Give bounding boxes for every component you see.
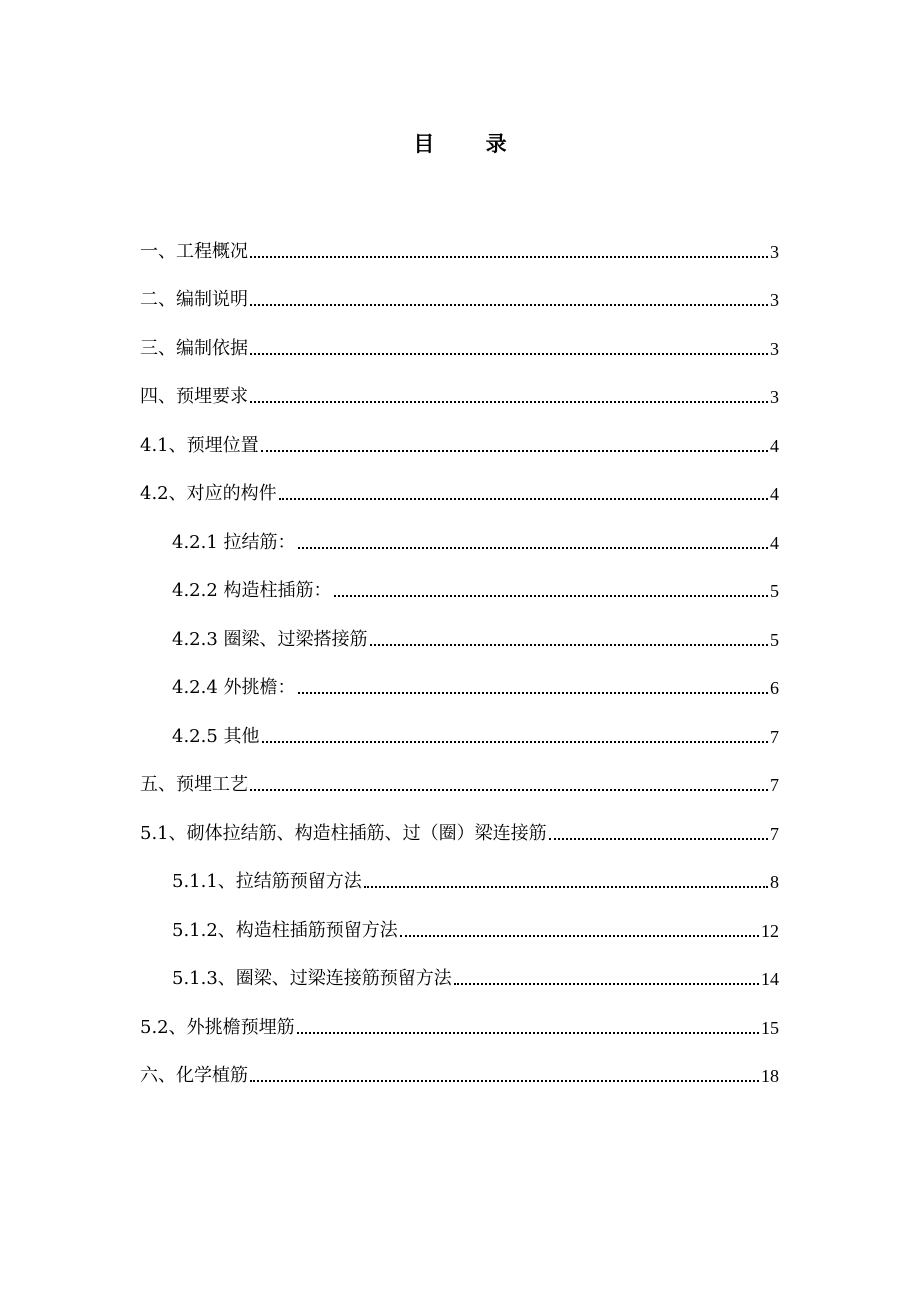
dot-leader	[454, 983, 759, 985]
toc-entry-page: 3	[770, 338, 779, 359]
dot-leader	[250, 789, 768, 791]
dot-leader	[250, 256, 768, 258]
toc-entry-label: 5.1.1、拉结筋预留方法	[172, 871, 362, 892]
toc-entry[interactable]	[0, 606, 920, 655]
toc-entry-page: 7	[770, 726, 779, 747]
dot-leader	[250, 401, 768, 403]
toc-entry-label: 五、预埋工艺	[140, 774, 248, 795]
dot-leader	[298, 547, 768, 549]
toc-entry[interactable]	[0, 897, 920, 946]
dot-leader	[297, 1032, 759, 1034]
toc-entry[interactable]	[0, 315, 920, 364]
dot-leader	[261, 450, 768, 452]
toc-entry-page: 4	[770, 435, 779, 456]
dot-leader	[250, 353, 768, 355]
toc-entry[interactable]	[0, 994, 920, 1043]
dot-leader	[298, 692, 768, 694]
toc-entry-label: 5.2、外挑檐预埋筋	[140, 1016, 295, 1038]
table-of-contents	[0, 218, 920, 1091]
dot-leader	[334, 595, 768, 597]
toc-entry[interactable]	[0, 364, 920, 413]
toc-entry-page: 15	[761, 1017, 779, 1038]
toc-entry-label: 4.2.5 其他	[172, 725, 260, 747]
dot-leader	[400, 935, 759, 937]
toc-entry[interactable]	[0, 218, 920, 267]
toc-entry-label: 四、预埋要求	[140, 386, 248, 407]
toc-entry-label: 4.1、预埋位置	[140, 434, 259, 456]
toc-entry[interactable]	[0, 800, 920, 849]
toc-entry-page: 4	[770, 484, 779, 504]
toc-entry[interactable]	[0, 703, 920, 752]
toc-entry-label: 5.1.3、圈梁、过梁连接筋预留方法	[172, 968, 452, 989]
dot-leader	[364, 886, 768, 888]
toc-entry[interactable]	[0, 267, 920, 316]
toc-entry-page: 18	[761, 1066, 779, 1086]
toc-title: 目 录	[413, 131, 529, 156]
toc-entry-page: 12	[761, 920, 779, 941]
toc-entry-label: 六、化学植筋	[140, 1065, 248, 1086]
toc-entry[interactable]	[0, 509, 920, 558]
toc-entry[interactable]	[0, 849, 920, 898]
toc-entry-label: 二、编制说明	[140, 289, 248, 310]
toc-entry-label: 4.2、对应的构件	[140, 483, 277, 504]
toc-entry-page: 7	[770, 823, 779, 844]
toc-entry-label: 5.1.2、构造柱插筋预留方法	[172, 919, 398, 941]
toc-entry[interactable]	[0, 1043, 920, 1092]
toc-entry-label: 三、编制依据	[140, 337, 248, 359]
toc-entry-label: 4.2.1 拉结筋：	[172, 531, 296, 553]
toc-entry-page: 3	[770, 241, 779, 262]
toc-entry[interactable]	[0, 461, 920, 510]
dot-leader	[279, 498, 768, 500]
dot-leader	[250, 304, 768, 306]
dot-leader	[370, 644, 768, 646]
toc-entry[interactable]	[0, 558, 920, 607]
dot-leader	[549, 838, 768, 840]
toc-entry-label: 5.1、砌体拉结筋、构造柱插筋、过（圈）梁连接筋	[140, 822, 547, 844]
toc-entry-label: 4.2.2 构造柱插筋：	[172, 580, 332, 601]
toc-entry-label: 4.2.3 圈梁、过梁搭接筋	[172, 628, 368, 650]
dot-leader	[262, 741, 768, 743]
toc-entry-page: 5	[770, 629, 779, 650]
toc-entry-label: 一、工程概况	[140, 240, 248, 262]
toc-entry-page: 4	[770, 532, 779, 553]
toc-entry-page: 8	[770, 872, 779, 892]
toc-entry-label: 4.2.4 外挑檐：	[172, 677, 296, 698]
toc-entry[interactable]	[0, 655, 920, 704]
toc-entry-page: 14	[761, 969, 779, 989]
toc-entry-page: 3	[770, 290, 779, 310]
toc-entry-page: 5	[770, 581, 779, 601]
dot-leader	[250, 1080, 759, 1082]
toc-entry-page: 6	[770, 678, 779, 698]
toc-entry-page: 3	[770, 387, 779, 407]
toc-entry[interactable]	[0, 752, 920, 801]
toc-entry[interactable]	[0, 412, 920, 461]
toc-entry[interactable]	[0, 946, 920, 995]
toc-entry-page: 7	[770, 775, 779, 795]
